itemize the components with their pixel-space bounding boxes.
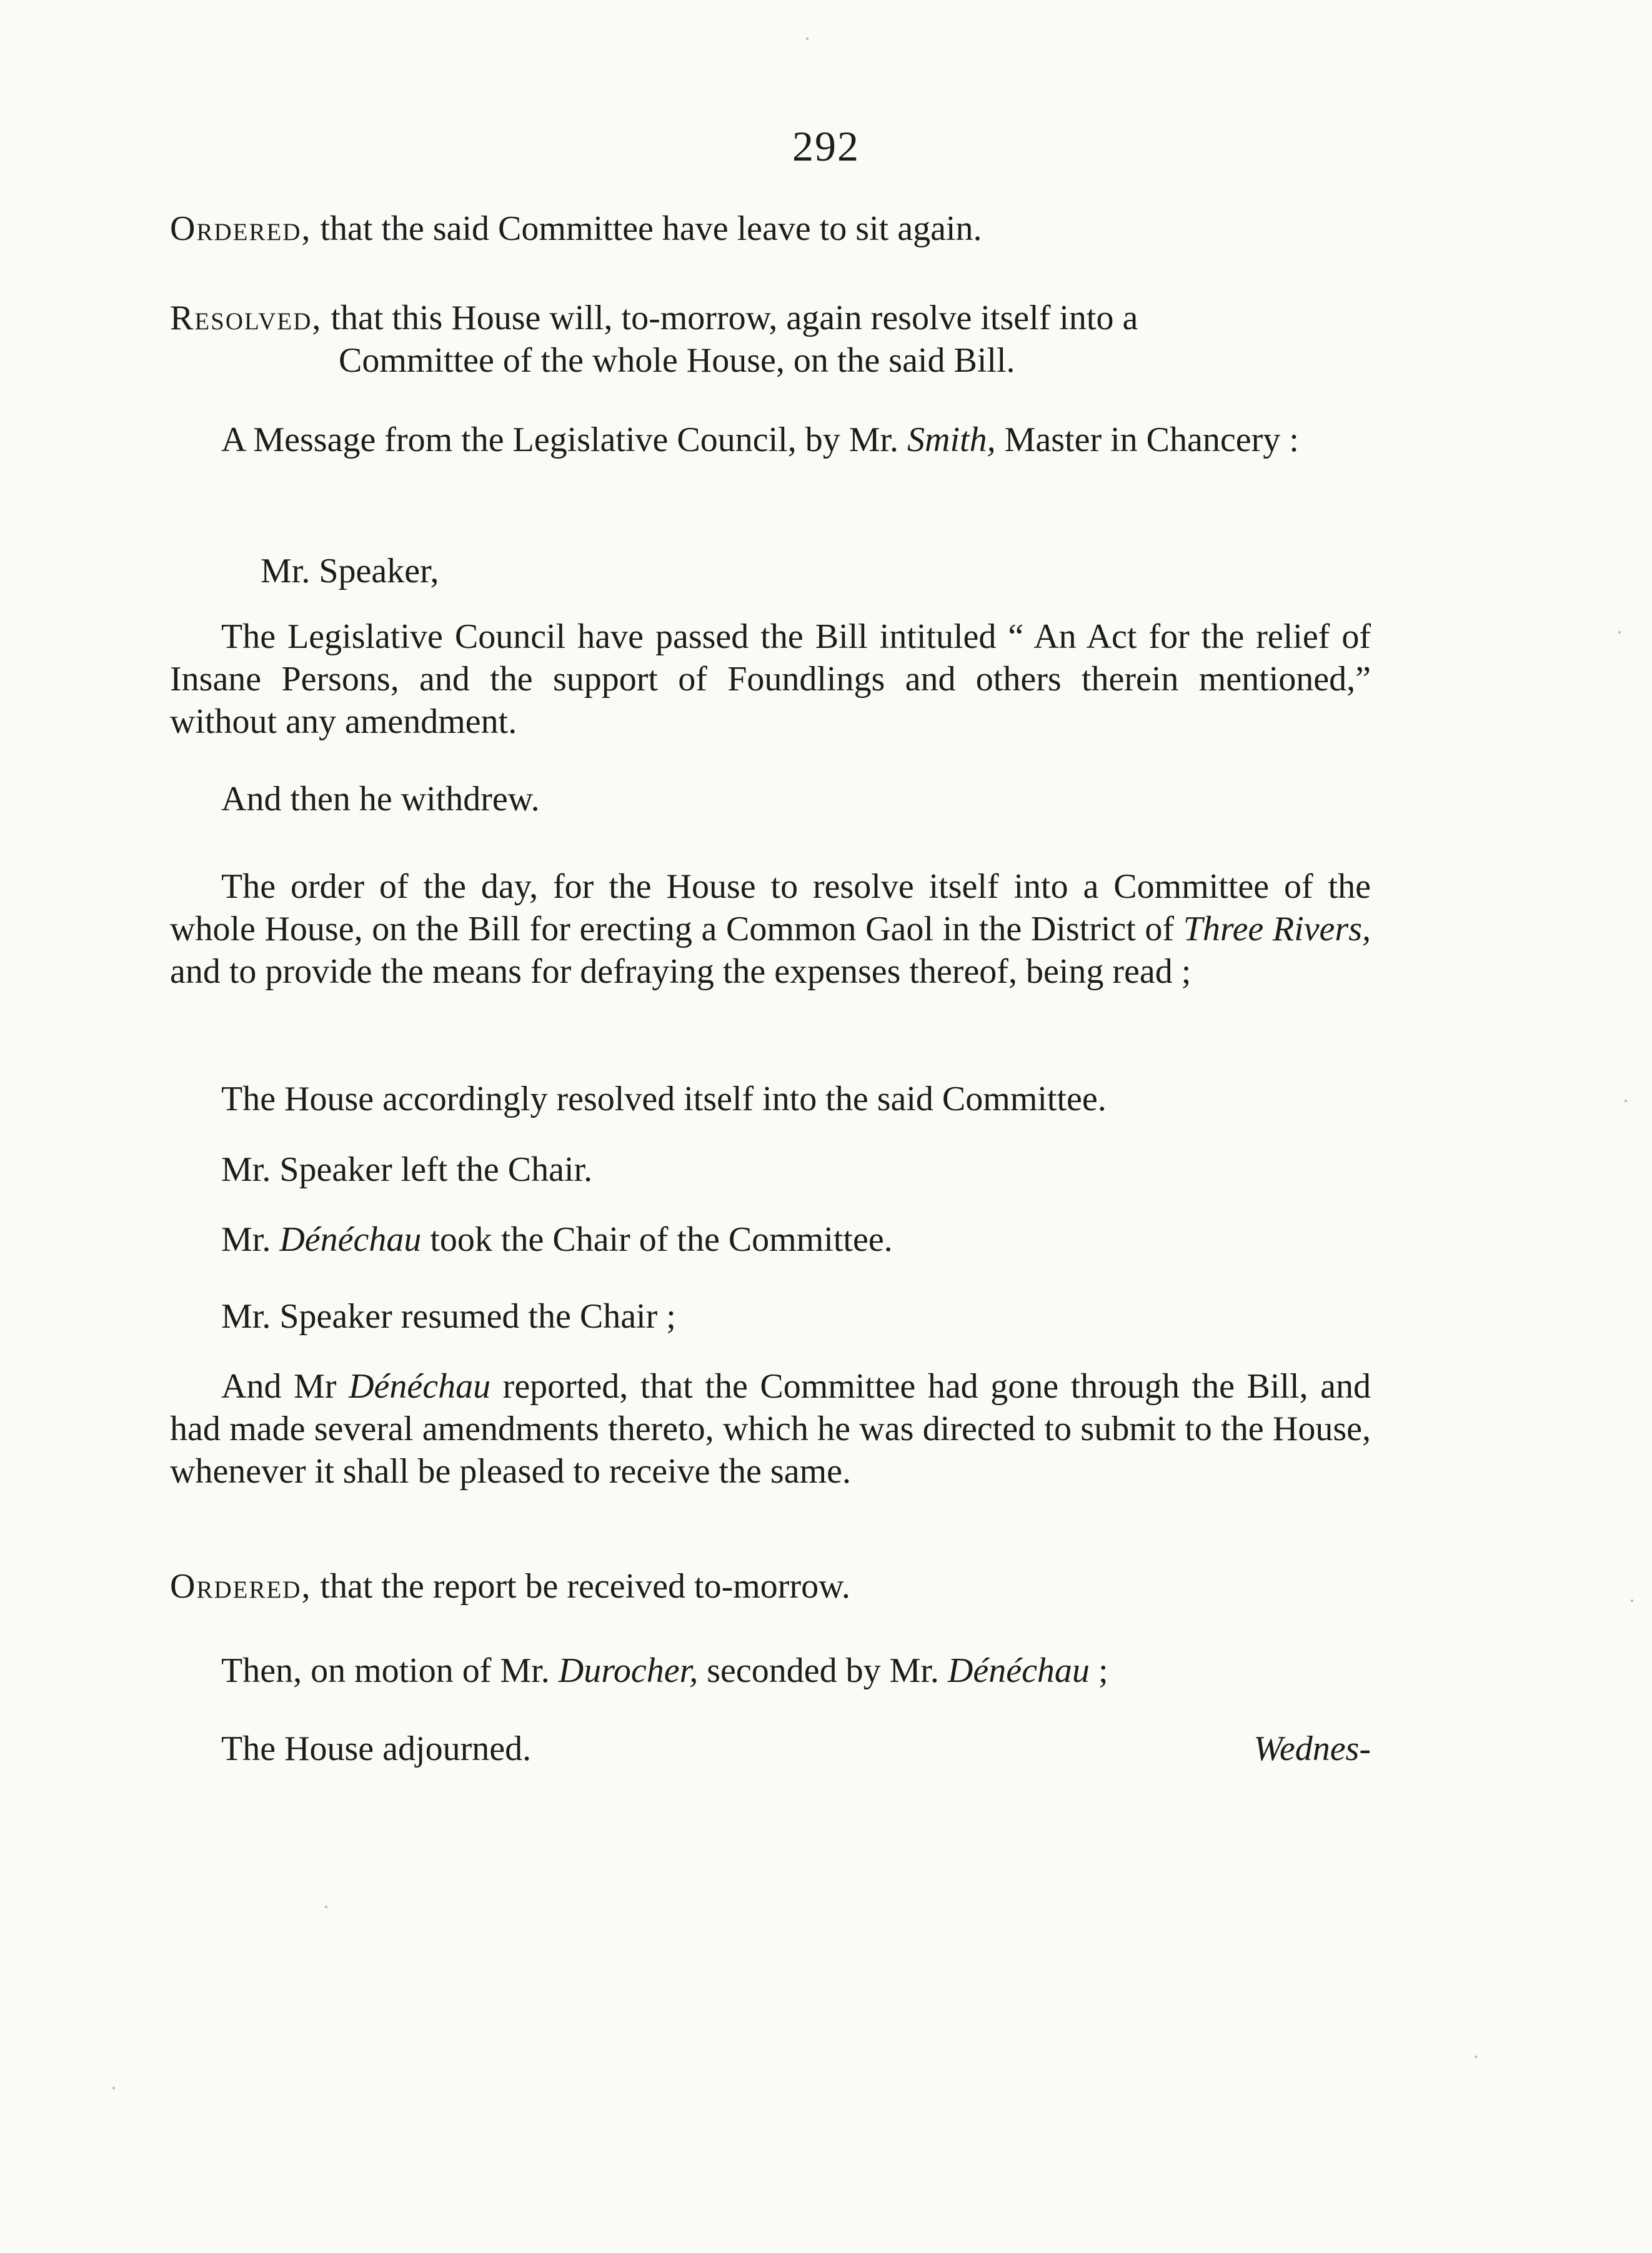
message-text-a: A Message from the Legislative Council, by Mr. — [221, 420, 908, 459]
withdrew-paragraph: And then he withdrew. — [221, 780, 540, 818]
motion-name-1: Durocher, — [558, 1651, 699, 1690]
ordered-text: that the said Committee have leave to sit again. — [311, 209, 982, 248]
message-paragraph — [170, 419, 1371, 461]
chair-text-b: took the Chair of the Committee. — [421, 1220, 893, 1259]
ordered-paragraph-2 — [170, 1565, 1371, 1608]
resolved-continuation: Committee of the whole House, on the said Bill. — [339, 341, 1015, 380]
message-text-b: Master in Chancery : — [995, 420, 1299, 459]
paper-speck — [1625, 1100, 1627, 1102]
paper-speck — [1618, 631, 1621, 634]
speaker-left-paragraph: Mr. Speaker left the Chair. — [221, 1150, 593, 1189]
report-text-b: reported, that the Committee had gone through the Bill, and had made several amendments thereto, which he was directed to submit to the House, whenever it shall be pleased to receive the same. — [170, 1367, 1371, 1491]
ordered-lead: Ordered, — [170, 209, 312, 248]
motion-name-2: Dénéchau — [947, 1651, 1090, 1690]
ordered-paragraph-1 — [170, 207, 1371, 250]
motion-text-c: ; — [1089, 1651, 1108, 1690]
chair-name: Dénéchau — [279, 1220, 422, 1259]
ordered-lead-2: Ordered, — [170, 1567, 312, 1606]
resolved-paragraph — [170, 297, 1371, 382]
speaker-resumed-paragraph: Mr. Speaker resumed the Chair ; — [221, 1297, 676, 1336]
order-text-a: The order of the day, for the House to resolve itself into a Committee of the whole House, on the Bill for erecting a Common Gaol in the District of — [170, 867, 1371, 948]
paper-speck — [112, 2087, 115, 2089]
resolved-lead: Resolved, — [170, 299, 322, 337]
report-name: Dénéchau — [349, 1367, 491, 1406]
motion-text-b: seconded by Mr. — [698, 1651, 948, 1690]
order-of-day-paragraph — [170, 865, 1371, 993]
adjourned-paragraph — [170, 1728, 1371, 1770]
paper-speck — [325, 1906, 327, 1908]
catchword: Wednes- — [1253, 1729, 1371, 1768]
house-resolved-paragraph: The House accordingly resolved itself into the said Committee. — [221, 1080, 1107, 1118]
motion-text-a: Then, on motion of Mr. — [221, 1651, 559, 1690]
resolved-text: that this House will, to-morrow, again resolve itself into a — [322, 299, 1138, 337]
page-number: 292 — [792, 122, 860, 170]
report-paragraph — [170, 1365, 1371, 1493]
paper-speck — [806, 37, 809, 40]
council-paragraph: The Legislative Council have passed the Bill intituled “ An Act for the relief of Insane Persons, and the support of Foundlings and others therein mentioned,” without any amendment. — [170, 617, 1371, 741]
paper-speck — [1631, 1599, 1633, 1602]
place-name: Three Rivers, — [1183, 910, 1371, 948]
chair-text-a: Mr. — [221, 1220, 280, 1259]
order-text-b: and to provide the means for defraying the expenses thereof, being read ; — [170, 952, 1192, 991]
salutation: Mr. Speaker, — [261, 552, 439, 590]
message-name: Smith, — [907, 420, 996, 459]
motion-paragraph — [170, 1649, 1371, 1692]
adjourned-text: The House adjourned. — [221, 1729, 532, 1768]
report-text-a: And Mr — [221, 1367, 349, 1406]
paper-speck — [1475, 2056, 1477, 2058]
ordered-text-2: that the report be received to-morrow. — [311, 1567, 850, 1606]
chair-taken-paragraph — [170, 1218, 1371, 1261]
